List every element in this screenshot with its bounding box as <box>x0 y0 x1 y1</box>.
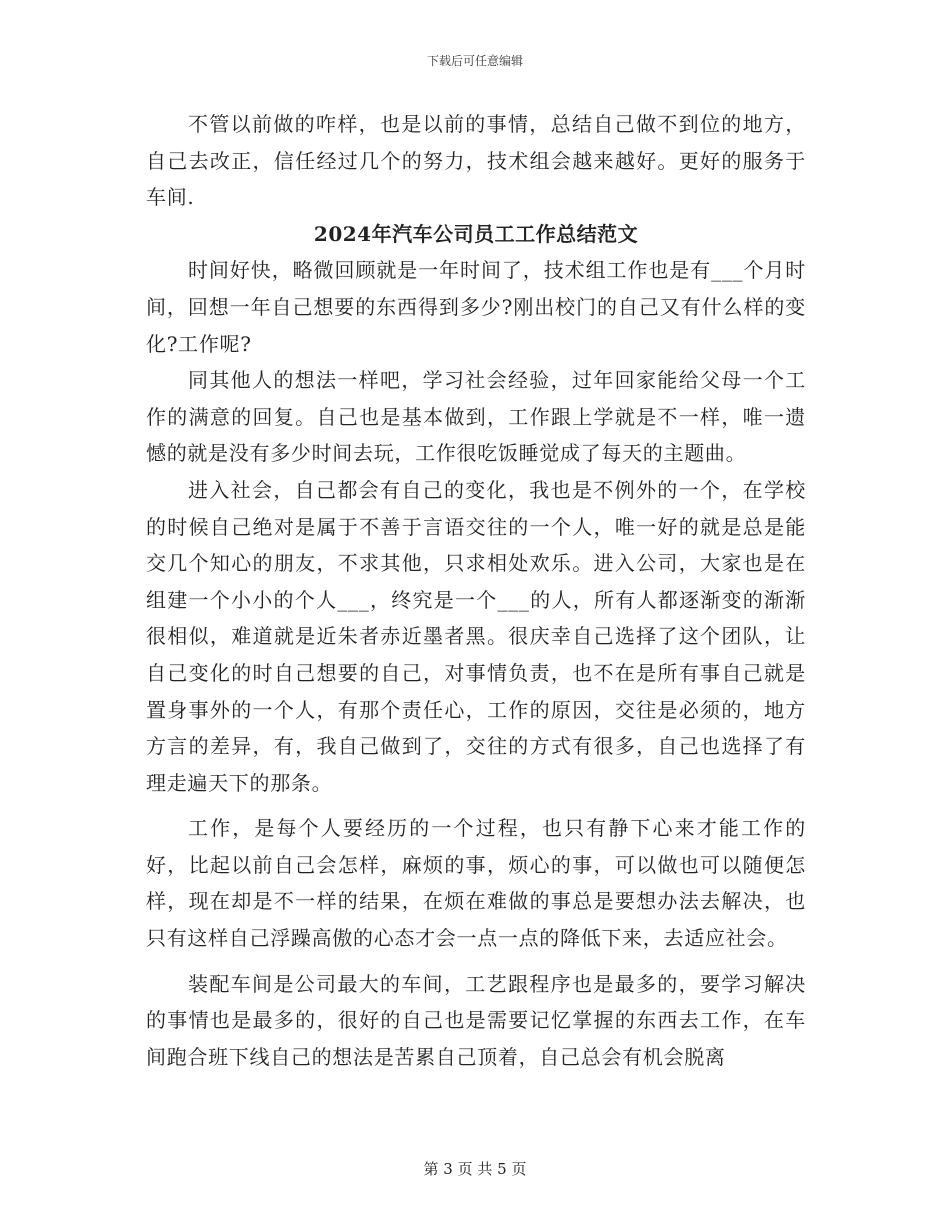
paragraph-spacer <box>146 957 806 966</box>
document-title: 2024年汽车公司员工工作总结范文 <box>313 221 639 246</box>
intro-paragraph: 不管以前做的咋样，也是以前的事情，总结自己做不到位的地方，自己去改正，信任经过几个的努力，技术组会越来越好。更好的服务于车间. <box>146 112 806 210</box>
page-header-note: 下载后可任意编辑 <box>426 54 523 68</box>
body-paragraph-3: 进入社会，自己都会有自己的变化，我也是不例外的一个，在学校的时候自己绝对是属于不善于言语交往的一个人，唯一好的就是总是能交几个知心的朋友，不求其他，只求相处欢乐。进入公司，大家也是在组建一个小小的个人___，终究是一个___的人，所有人都逐渐变的渐渐很相似，难道就是近朱者赤近墨者黑。很庆幸自己选择了这个团队，让自己变化的时自己想要的自己，对事情负责，也不在是所有事自己就是置身事外的一个人，有那个责任心，工作的原因，交往是必须的，地方方言的差异，有，我自己做到了，交往的方式有很多，自己也选择了有理走遍天下的那条。 <box>146 477 806 795</box>
body-paragraph-5: 装配车间是公司最大的车间，工艺跟程序也是最多的，要学习解决的事情也是最多的，很好的自己也是需要记忆掌握的东西去工作，在车间跑合班下线自己的想法是苦累自己顶着，自己总会有机会脱离 <box>146 971 806 1069</box>
body-paragraph-2: 同其他人的想法一样吧，学习社会经验，过年回家能给父母一个工作的满意的回复。自己也是基本做到，工作跟上学就是不一样，唯一遗憾的就是没有多少时间去玩，工作很吃饭睡觉成了每天的主题曲。 <box>146 368 806 466</box>
paragraph-spacer <box>146 801 806 810</box>
document-body <box>146 106 806 1075</box>
body-paragraph-4: 工作，是每个人要经历的一个过程，也只有静下心来才能工作的好，比起以前自己会怎样，麻烦的事，烦心的事，可以做也可以随便怎样，现在却是不一样的结果，在烦在难做的事总是要想办法去解决，也只有这样自己浮躁高傲的心态才会一点一点的降低下来，去适应社会。 <box>146 816 806 951</box>
body-paragraph-1: 时间好快，略微回顾就是一年时间了，技术组工作也是有___个月时间，回想一年自己想要的东西得到多少?刚出校门的自己又有什么样的变化?工作呢? <box>146 258 806 356</box>
page-number-footer: 第 3 页 共 5 页 <box>423 1160 527 1178</box>
